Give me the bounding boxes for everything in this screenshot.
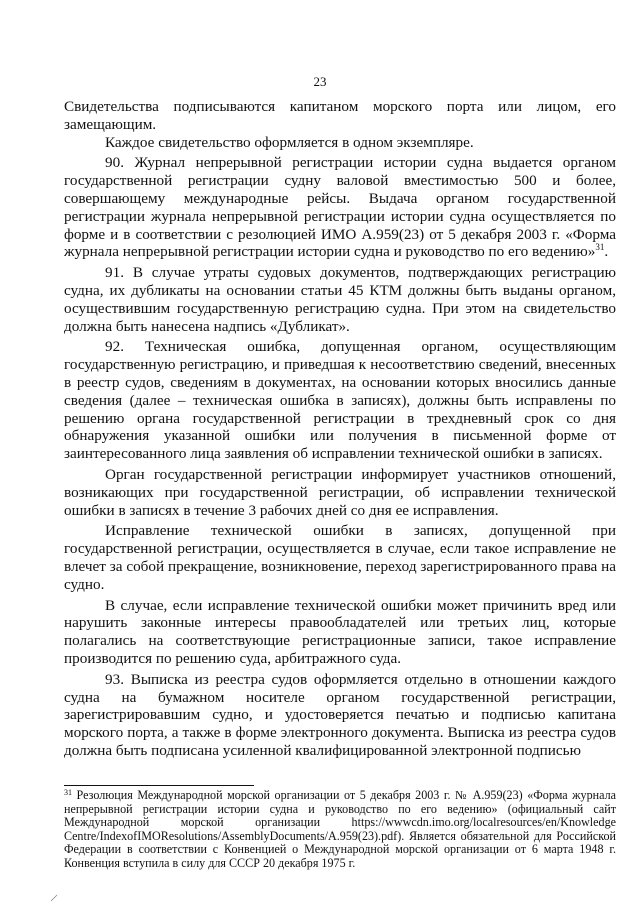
paragraph-text: Орган государственной регистрации информирует участников отношений, возникающих при государственной регистрации, об исправлении технической ошибки в записях в течение 3 рабочих дней со дня ее исправления.	[64, 465, 616, 519]
paragraph-clause-92	[64, 338, 616, 463]
paragraph-1	[64, 98, 616, 134]
paragraph-text: 93. Выписка из реестра судов оформляется отдельно в отношении каждого судна на бумажном носителе органом государственной регистрации, зарегистрировавшим судно, и удостоверяется печатью и подписью капитана морского порта, а также в форме электронного документа. Выписка из реестра судов должна быть подписана усиленной квалифицированной электронной подписью	[64, 670, 616, 759]
footnote-reference: 31	[595, 242, 605, 253]
paragraph-court-decision	[64, 597, 616, 668]
paragraph-2	[64, 134, 616, 152]
paragraph-notification	[64, 466, 616, 519]
paragraph-text: 92. Техническая ошибка, допущенная органом, осуществляющим государственную регистрацию, и приведшая к несоответствию сведений, внесенных в реестр судов, сведениям в документах, на основании которых вносились данные сведения (далее – техническая ошибка в записях), должны быть исправлены по решению органа государственной регистрации в трехдневный срок со дня обнаружения указанной ошибки или получения в письменной форме от заинтересованного лица заявления об исправлении технической ошибки в записях.	[64, 338, 616, 463]
paragraph-text: 91. В случае утраты судовых документов, подтверждающих регистрацию судна, их дубликаты на основании статьи 45 КТМ должны быть выданы органом, осуществившим государственную регистрацию судна. При этом на свидетельство должна быть нанесена надпись «Дубликат».	[64, 264, 616, 335]
paragraph-tail: .	[604, 243, 609, 261]
body-text	[64, 98, 616, 760]
paragraph-correction	[64, 522, 616, 593]
paragraph-text: Исправление технической ошибки в записях, допущенной при государственной регистрации, осуществляется в случае, если такое исправление не влечет за собой прекращение, возникновение, переход зарегистрированного права на судно.	[64, 522, 616, 593]
paragraph-text: Свидетельства подписываются капитаном морского порта или лицом, его замещающим.	[64, 98, 616, 133]
footnote-marker: 31	[64, 788, 72, 797]
paragraph-clause-93	[64, 671, 616, 760]
paragraph-clause-90	[64, 154, 616, 261]
footnote-text: Резолюция Международной морской организации от 5 декабря 2003 г. № A.959(23) «Форма журнала непрерывной регистрации истории судна и руководство по его ведению» (официальный сайт Международной морской организации https://wwwcdn.imo.org/localresources/en/Knowledge Centre/IndexofIMOResolutions/AssemblyDocuments/A.959(23).pdf). Является обязательной для Российской Федерации в соответствии с Конвенцией о Международной морской организации от 6 марта 1948 г. Конвенция вступила в силу для СССР 20 декабря 1975 г.	[64, 788, 616, 870]
scan-artifact-mark	[49, 893, 59, 903]
footnote-divider	[64, 785, 254, 786]
paragraph-text: 90. Журнал непрерывной регистрации истории судна выдается органом государственной регистрации судну валовой вместимостью 500 и более, совершающему международные рейсы. Выдача органом государственной регистрации журнала непрерывной регистрации истории судна осуществляется по форме и в соответствии с резолюцией ИМО A.959(23) от 5 декабря 2003 г. «Форма журнала непрерывной регистрации истории судна и руководство по его ведению»	[64, 154, 616, 261]
paragraph-text: Каждое свидетельство оформляется в одном экземпляре.	[105, 133, 474, 151]
footnote	[64, 789, 616, 871]
paragraph-text: В случае, если исправление технической ошибки может причинить вред или нарушить законные интересы правообладателей или третьих лиц, которые полагались на соответствующие регистрационные записи, такое исправление производится по решению суда, арбитражного суда.	[64, 596, 616, 667]
page-number: 23	[313, 74, 327, 89]
paragraph-clause-91	[64, 264, 616, 335]
